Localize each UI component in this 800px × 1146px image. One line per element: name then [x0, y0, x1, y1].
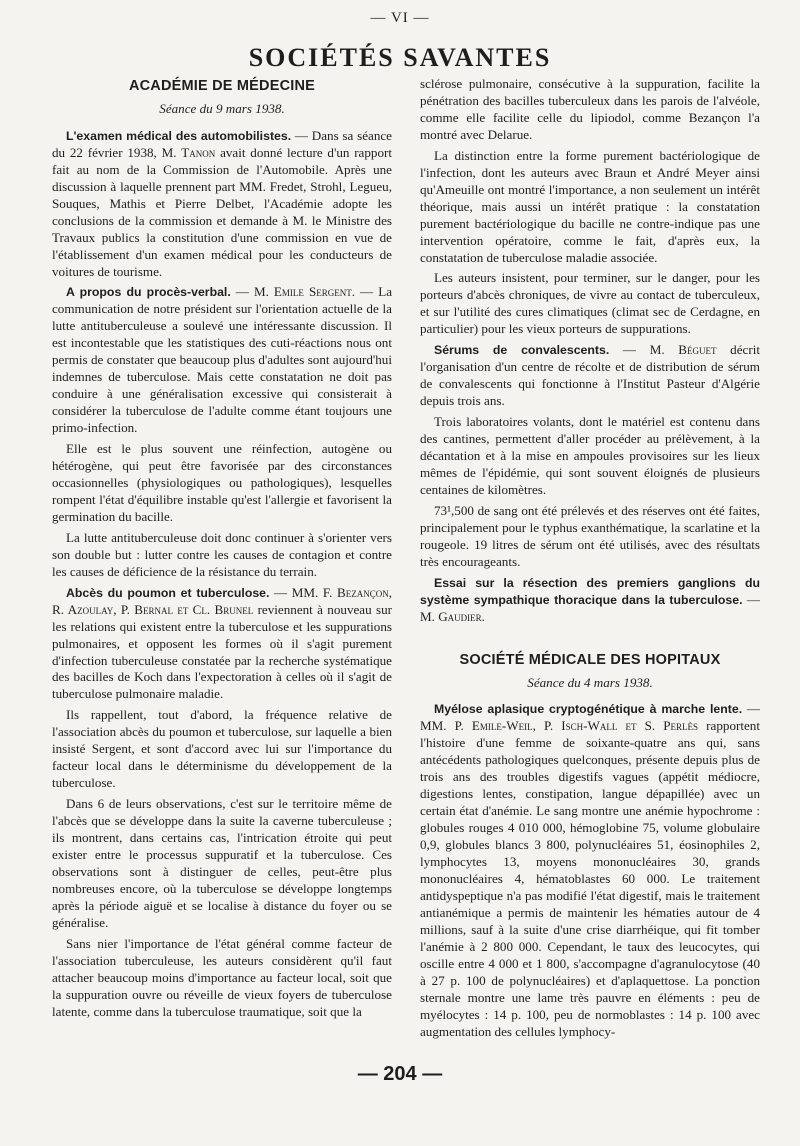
article-heading: Sérums de convalescents.: [434, 343, 610, 358]
page-title: SOCIÉTÉS SAVANTES: [248, 43, 552, 72]
paragraph: Ils rappellent, tout d'abord, la fréquence relative de l'association abcès du poumon et tuberculose, sur laquelle a bien insisté Sergent, et sont d'accord avec lui sur l'importance du facteur local dans le déterminisme du développement de la tuberculose.: [52, 707, 392, 791]
seance-date: Séance du 9 mars 1938.: [159, 100, 285, 116]
author-name: Béguet: [678, 342, 717, 358]
article-myelose: Myélose aplasique cryptogénétique à marche lente. — MM. P. Emile-Weil, P. Isch-Wall et S. Perlès rapportent l'histoire d'une femme de soixante-quatre ans qui, sans antécédents pathologiques quelconques, présente depuis plus de trois ans des troubles digestifs vagues (appétit médiocre, digestions lentes, constipation, langue dépapillée) avec un certain état d'anémie. Le sang montre une anémie hypochrome : globules rouges 4 010 000, hémoglobine 75, volume globulaire 0,9, globules blancs 3 800, polynucléaires 51, éosinophiles 2, lymphocytes 13, moyens mononucléaires 30, grands mononucléaires 4, hématoblastes 60 000. Le traitement antidyspeptique n'a pas modifié l'état digestif, mais le traitement antianémique a permis de maintenir les hématies autour de 4 millions, sauf à la suite d'une crise diarrhéique, qui fit tomber l'anémie à 2 800 000. Cependant, le taux des leucocytes, qui oscille entre 4 000 et 1 800, s'accompagne d'agranulocytose (40 à 27 p. 100 de polynucléaires) et d'aplaquettose. La ponction sternale montre une lame très pauvre en éléments : peu de myélocytes : 14 p. 100, peu de normoblastes : 14 p. 100 avec augmentation des cellules lymphocy-: [420, 701, 760, 1039]
article-serums: Sérums de convalescents. — M. Béguet décrit l'organisation d'un centre de récolte et de distribution de sérum de convalescents qui fonctionne à l'Institut Pasteur d'Algérie depuis trois ans.: [420, 342, 760, 409]
page-number-roman: — VI —: [370, 10, 430, 26]
right-column: [420, 76, 760, 1045]
paragraph: 73¹,500 de sang ont été prélevés et des réserves ont été faites, principalement pour le typhus exanthématique, la scarlatine et la rougeole. 19 litres de sérum ont été utilisés, avec des résultats très encourageants.: [420, 502, 760, 569]
paragraph: Sans nier l'importance de l'état général comme facteur de l'association tuberculeuse, les auteurs considèrent qu'il faut attacher beaucoup moins d'importance au facteur local, soit que la suppuration ouvre ou réveille de vieux foyers de tuberculose latente, comme dans la tuberculose traumatique, soit que la: [52, 935, 392, 1019]
article-proces-verbal: A propos du procès-verbal. — M. Emile Sergent. — La communication de notre président sur l'orientation actuelle de la lutte antituberculeuse a soulevé une intéressante discussion. Il est incontestable que les statistiques des cuti-réactions nous ont permis de constater que beaucoup plus d'adultes sont aujourd'hui indemnes de tuberculose. Mais cette constatation ne doit pas conduire à une généralisation excessive qui consisterait à considérer la tuberculose de l'adulte comme étant toujours une primo-infection.: [52, 284, 393, 436]
article-heading: Abcès du poumon et tuberculose.: [66, 585, 270, 600]
article-automobilistes: L'examen médical des automobilistes. — Dans sa séance du 22 février 1938, M. Tanon avait donné lecture d'un rapport fait au nom de la Commission de l'Automobile. Après une discussion à laquelle prennent part MM. Fredet, Strohl, Legueu, Souques, Mathis et Pierre Delbet, l'Académie adopte les conclusions de la commission et demande à M. le Ministre des Travaux publics la constitution d'une commission en vue de l'établissement d'un examen médical pour les conducteurs de voitures de tourisme.: [52, 127, 392, 279]
author-name: — M. Gaudier.: [420, 591, 760, 624]
article-heading: A propos du procès-verbal.: [66, 285, 231, 300]
paragraph: La lutte antituberculeuse doit donc continuer à s'orienter vers son double but : lutter contre les causes de contagion et contre les causes de déficience de la résistance du terrain.: [52, 529, 392, 579]
paragraph: La distinction entre la forme purement bactériologique de l'infection, dont les auteurs avec Braun et André Meyer ainsi qu'Ameuille ont montré l'importance, a non seulement un intérêt théorique, mais aussi un intérêt pratique : la constatation purement bactériologique du bacille ne contre-indique pas une intervention opératoire, comme le fait, d'après eux, la constatation de tuberculose maladie associée.: [420, 147, 760, 265]
article-resection: [420, 575, 760, 626]
left-column: [52, 76, 392, 1025]
page-number: — 204 —: [357, 1063, 443, 1085]
paragraph: Elle est le plus souvent une réinfection, autogène ou hétérogène, qui peut être favorisée par des circonstances occasionnelles (physiologiques ou pathologiques), lesquelles rompent l'état d'équilibre instable qu'est l'allergie et favorisent la germination du bacille.: [52, 441, 392, 524]
article-heading: Myélose aplasique cryptogénétique à marche lente.: [434, 702, 743, 717]
article-heading: Essai sur la résection des premiers ganglions du système sympathique thoracique dans la tuberculose.: [420, 575, 760, 607]
author-names: — MM. P. Emile-Weil, P. Isch-Wall et S. Perlès: [420, 701, 760, 734]
article-heading: L'examen médical des automobilistes.: [66, 128, 292, 143]
section-title-societe-medicale: SOCIÉTÉ MÉDICALE DES HOPITAUX: [459, 651, 721, 668]
paragraph-continued: sclérose pulmonaire, consécutive à la suppuration, facilite la pénétration des bacilles tuberculeux dans les parois de l'alvéole, comme elle facilite celle du lipiodol, comme Bezançon l'a montré avec Delarue.: [420, 76, 760, 142]
article-abces-poumon: Abcès du poumon et tuberculose. — MM. F. Bezançon, R. Azoulay, P. Bernal et Cl. Brunel reviennent à nouveau sur les relations qui existent entre la tuberculose et les suppurations pulmonaires, et opposent les formes où il s'agit purement d'infection tuberculeuse constatée par la recherche systématique des bacilles de Koch dans l'expectoration à celles où il s'agit de tuberculose pulmonaire maladie.: [52, 584, 392, 702]
paragraph: Trois laboratoires volants, dont le matériel est contenu dans des cantines, permettent d'aller procéder au prélèvement, à la décantation et à la mise en ampoules provisoires sur les lieux mêmes de l'épidémie, qui sont souvent éloignés de plusieurs centaines de kilomètres.: [420, 414, 760, 497]
paragraph: Dans 6 de leurs observations, c'est sur le territoire même de l'abcès que se développe dans la suite la caverne tuberculeuse ; ils montrent, dans certains cas, l'intrication étroite qui peut exister entre le processus suppuratif et la tuberculose. Ces observations sont à distinguer de celles, peut-être plus nombreuses encore, où la tuberculose se développe longtemps après la période aiguë et se localise à distance du foyer ou se généralise.: [52, 796, 392, 930]
seance-date: Séance du 4 mars 1938.: [527, 674, 653, 690]
paragraph: Les auteurs insistent, pour terminer, sur le danger, pour les porteurs d'abcès chroniques, de vivre au contact de tuberculeux, et sur l'utilité des cures climatiques (climat sec de Cerdagne, en particulier) pour les vieux porteurs de suppurations.: [420, 270, 760, 337]
author-name: — M. Emile Sergent.: [230, 284, 356, 300]
author-names: — MM. F. Bezançon, R. Azoulay, P. Bernal et Cl. Brunel: [52, 584, 392, 617]
section-title-academie: ACADÉMIE DE MÉDECINE: [128, 78, 316, 94]
author-name: Tanon: [181, 144, 216, 160]
